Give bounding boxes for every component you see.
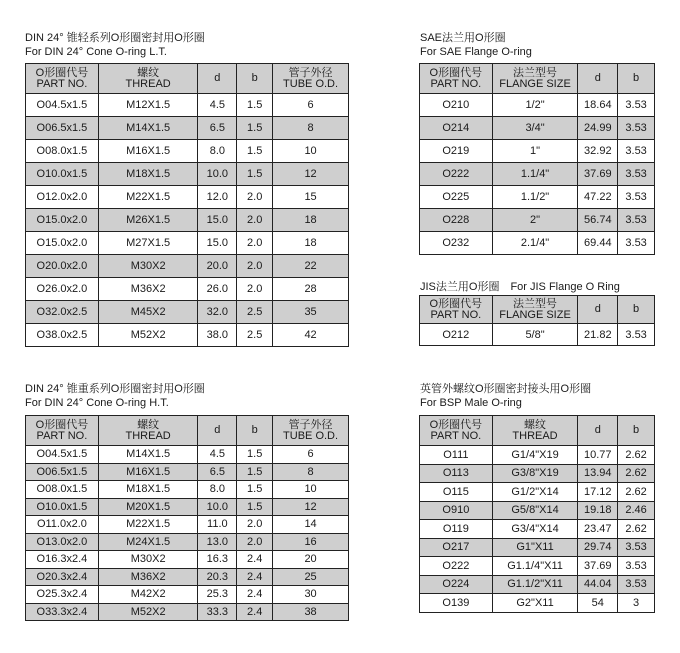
- table-cell: O139: [420, 594, 493, 613]
- table-cell: 1.5: [237, 446, 273, 464]
- table-cell: 11.0: [198, 516, 237, 534]
- table-cell: O38.0x2.5: [26, 324, 99, 347]
- table-cell: 15: [273, 186, 349, 209]
- table-row: [420, 94, 655, 117]
- table-row: [420, 117, 655, 140]
- bsp-table: [419, 415, 655, 613]
- table-cell: 3/4": [492, 117, 578, 140]
- table-row: [26, 603, 349, 621]
- table-cell: 2.62: [618, 483, 655, 502]
- table-row: [26, 117, 349, 140]
- table-cell: 2.4: [237, 603, 273, 621]
- table-cell: O113: [420, 464, 493, 483]
- table-cell: 2.46: [618, 501, 655, 520]
- table-cell: 10.0: [198, 163, 237, 186]
- table-cell: 38: [273, 603, 349, 621]
- table-cell: 1.5: [237, 163, 273, 186]
- table-cell: O15.0x2.0: [26, 209, 99, 232]
- table-cell: 3.53: [618, 575, 655, 594]
- table-cell: 3.53: [618, 163, 655, 186]
- jis-title: JIS法兰用O形圈 For JIS Flange O Ring: [420, 281, 620, 293]
- table-cell: O15.0x2.0: [26, 232, 99, 255]
- table-row: [26, 551, 349, 569]
- table-row: [26, 278, 349, 301]
- bsp-title-en: For BSP Male O-ring: [420, 397, 522, 409]
- table-row: [26, 94, 349, 117]
- table-row: [26, 232, 349, 255]
- table-cell: 47.22: [578, 186, 618, 209]
- header-thread: 螺纹 THREAD: [492, 416, 578, 446]
- table-cell: 12.0: [198, 186, 237, 209]
- header-thread: 螺纹 THREAD: [98, 416, 198, 446]
- table-cell: M27X1.5: [98, 232, 198, 255]
- header-part-no: O形圈代号 PART NO.: [26, 416, 99, 446]
- table-cell: 42: [273, 324, 349, 347]
- header-part-no: O形圈代号 PART NO.: [26, 64, 99, 94]
- table-cell: 33.3: [198, 603, 237, 621]
- table-cell: 17.12: [578, 483, 618, 502]
- table-cell: 32.92: [578, 140, 618, 163]
- jis-table: [419, 295, 655, 346]
- header-thread: 螺纹 THREAD: [98, 64, 198, 94]
- table-row: [26, 586, 349, 604]
- table-row: [420, 520, 655, 539]
- table-cell: O222: [420, 557, 493, 576]
- table-cell: M18X1.5: [98, 163, 198, 186]
- table-cell: O910: [420, 501, 493, 520]
- table-cell: G3/8"X19: [492, 464, 578, 483]
- header-d: d: [578, 296, 618, 324]
- table-cell: 26.0: [198, 278, 237, 301]
- header-b: b: [618, 416, 655, 446]
- table-cell: 6.5: [198, 463, 237, 481]
- table-cell: 6: [273, 446, 349, 464]
- table-cell: 6: [273, 94, 349, 117]
- din-lt-title-cn: DIN 24° 锥轻系列O形圈密封用O形圈: [25, 32, 205, 44]
- table-row: [420, 483, 655, 502]
- table-cell: 18.64: [578, 94, 618, 117]
- table-cell: M22X1.5: [98, 186, 198, 209]
- table-cell: M52X2: [98, 603, 198, 621]
- table-cell: O217: [420, 538, 493, 557]
- table-cell: 38.0: [198, 324, 237, 347]
- table-cell: 2.0: [237, 209, 273, 232]
- table-cell: O04.5x1.5: [26, 446, 99, 464]
- header-b: b: [237, 64, 273, 94]
- table-cell: 2.0: [237, 186, 273, 209]
- table-cell: M30X2: [98, 255, 198, 278]
- table-cell: 1.5: [237, 498, 273, 516]
- table-cell: O08.0x1.5: [26, 140, 99, 163]
- table-row: [26, 186, 349, 209]
- table-cell: 21.82: [578, 324, 618, 346]
- table-cell: 1.5: [237, 94, 273, 117]
- table-cell: M12X1.5: [98, 94, 198, 117]
- table-cell: 2.4: [237, 568, 273, 586]
- table-cell: O214: [420, 117, 493, 140]
- table-cell: 2.1/4": [492, 232, 578, 255]
- table-cell: 3.53: [618, 557, 655, 576]
- table-cell: 2.0: [237, 232, 273, 255]
- sae-title-en: For SAE Flange O-ring: [420, 46, 532, 58]
- din-lt-table: [25, 63, 349, 347]
- table-cell: 8: [273, 463, 349, 481]
- header-tube-od: 管子外径 TUBE O.D.: [273, 64, 349, 94]
- table-row: [420, 464, 655, 483]
- table-cell: 2.0: [237, 278, 273, 301]
- table-cell: M14X1.5: [98, 117, 198, 140]
- table-cell: O04.5x1.5: [26, 94, 99, 117]
- table-cell: 3.53: [618, 186, 655, 209]
- table-cell: 8.0: [198, 481, 237, 499]
- header-flange-size: 法兰型号 FLANGE SIZE: [492, 296, 578, 324]
- header-flange-size: 法兰型号 FLANGE SIZE: [492, 64, 578, 94]
- table-cell: G5/8"X14: [492, 501, 578, 520]
- table-cell: 2.5: [237, 301, 273, 324]
- table-cell: O08.0x1.5: [26, 481, 99, 499]
- table-cell: 44.04: [578, 575, 618, 594]
- table-cell: 10.0: [198, 498, 237, 516]
- table-cell: 2.62: [618, 446, 655, 465]
- table-cell: 18: [273, 232, 349, 255]
- table-row: [26, 481, 349, 499]
- table-cell: 10.77: [578, 446, 618, 465]
- header-d: d: [198, 64, 237, 94]
- table-cell: 6.5: [198, 117, 237, 140]
- table-cell: 1.5: [237, 463, 273, 481]
- table-cell: M16X1.5: [98, 463, 198, 481]
- table-cell: 2.4: [237, 586, 273, 604]
- table-cell: M42X2: [98, 586, 198, 604]
- table-row: [26, 324, 349, 347]
- table-cell: 1/2": [492, 94, 578, 117]
- table-cell: 3.53: [618, 538, 655, 557]
- table-cell: 1.1/2": [492, 186, 578, 209]
- table-cell: 4.5: [198, 446, 237, 464]
- table-cell: 16.3: [198, 551, 237, 569]
- table-cell: 13.94: [578, 464, 618, 483]
- table-row: [26, 533, 349, 551]
- table-cell: G1/4"X19: [492, 446, 578, 465]
- table-cell: 20.0: [198, 255, 237, 278]
- table-cell: O25.3x2.4: [26, 586, 99, 604]
- table-cell: 3.53: [618, 94, 655, 117]
- table-cell: M16X1.5: [98, 140, 198, 163]
- table-cell: O115: [420, 483, 493, 502]
- table-row: [420, 446, 655, 465]
- table-cell: G2"X11: [492, 594, 578, 613]
- table-cell: 23.47: [578, 520, 618, 539]
- table-cell: G1"X11: [492, 538, 578, 557]
- table-cell: O20.0x2.0: [26, 255, 99, 278]
- table-cell: 10: [273, 481, 349, 499]
- table-cell: 24.99: [578, 117, 618, 140]
- table-cell: G3/4"X14: [492, 520, 578, 539]
- table-cell: 28: [273, 278, 349, 301]
- table-cell: M24X1.5: [98, 533, 198, 551]
- table-cell: G1.1/2"X11: [492, 575, 578, 594]
- table-row: [420, 163, 655, 186]
- table-cell: 2.4: [237, 551, 273, 569]
- table-cell: 69.44: [578, 232, 618, 255]
- table-cell: O32.0x2.5: [26, 301, 99, 324]
- table-cell: 2.0: [237, 516, 273, 534]
- table-cell: 12: [273, 163, 349, 186]
- bsp-title-cn: 英管外螺纹O形圈密封接头用O形圈: [420, 383, 592, 395]
- table-cell: O212: [420, 324, 493, 346]
- table-row: [26, 568, 349, 586]
- table-row: [26, 255, 349, 278]
- table-cell: M36X2: [98, 568, 198, 586]
- header-d: d: [578, 416, 618, 446]
- table-cell: 20: [273, 551, 349, 569]
- header-tube-od: 管子外径 TUBE O.D.: [273, 416, 349, 446]
- table-row: [26, 163, 349, 186]
- table-cell: M14X1.5: [98, 446, 198, 464]
- table-cell: O219: [420, 140, 493, 163]
- din-ht-title-en: For DIN 24° Cone O-ring H.T.: [25, 397, 169, 409]
- header-b: b: [237, 416, 273, 446]
- table-row: [26, 140, 349, 163]
- table-cell: O11.0x2.0: [26, 516, 99, 534]
- table-cell: 1.1/4": [492, 163, 578, 186]
- table-row: [26, 301, 349, 324]
- table-cell: 3.53: [618, 324, 655, 346]
- table-cell: 13.0: [198, 533, 237, 551]
- header-part-no: O形圈代号 PART NO.: [420, 296, 493, 324]
- table-cell: 29.74: [578, 538, 618, 557]
- table-cell: 8: [273, 117, 349, 140]
- sae-table: [419, 63, 655, 255]
- table-cell: O10.0x1.5: [26, 163, 99, 186]
- table-cell: O225: [420, 186, 493, 209]
- table-cell: 1.5: [237, 140, 273, 163]
- table-row: [420, 209, 655, 232]
- header-b: b: [618, 296, 655, 324]
- table-row: [26, 446, 349, 464]
- table-cell: 18: [273, 209, 349, 232]
- table-cell: 30: [273, 586, 349, 604]
- table-cell: 15.0: [198, 232, 237, 255]
- table-cell: O13.0x2.0: [26, 533, 99, 551]
- din-lt-title-en: For DIN 24° Cone O-ring L.T.: [25, 46, 167, 58]
- table-cell: 5/8": [492, 324, 578, 346]
- table-cell: 8.0: [198, 140, 237, 163]
- table-cell: O20.3x2.4: [26, 568, 99, 586]
- table-row: [420, 186, 655, 209]
- table-cell: 22: [273, 255, 349, 278]
- table-cell: 25.3: [198, 586, 237, 604]
- table-row: [420, 501, 655, 520]
- table-cell: 2.0: [237, 533, 273, 551]
- table-row: [420, 232, 655, 255]
- table-row: [420, 538, 655, 557]
- table-cell: O111: [420, 446, 493, 465]
- table-row: [26, 516, 349, 534]
- table-cell: O06.5x1.5: [26, 117, 99, 140]
- table-cell: 25: [273, 568, 349, 586]
- table-cell: M30X2: [98, 551, 198, 569]
- table-cell: 10: [273, 140, 349, 163]
- table-cell: M20X1.5: [98, 498, 198, 516]
- table-cell: 19.18: [578, 501, 618, 520]
- table-cell: 1": [492, 140, 578, 163]
- table-cell: 4.5: [198, 94, 237, 117]
- table-row: [26, 209, 349, 232]
- table-cell: 54: [578, 594, 618, 613]
- table-row: [420, 594, 655, 613]
- table-cell: M52X2: [98, 324, 198, 347]
- table-cell: 3.53: [618, 117, 655, 140]
- header-part-no: O形圈代号 PART NO.: [420, 416, 493, 446]
- table-cell: M26X1.5: [98, 209, 198, 232]
- table-cell: 1.5: [237, 117, 273, 140]
- table-cell: O210: [420, 94, 493, 117]
- table-row: [26, 463, 349, 481]
- table-cell: 3.53: [618, 232, 655, 255]
- table-cell: 37.69: [578, 557, 618, 576]
- table-cell: 32.0: [198, 301, 237, 324]
- table-cell: 2": [492, 209, 578, 232]
- table-cell: 12: [273, 498, 349, 516]
- table-cell: O33.3x2.4: [26, 603, 99, 621]
- table-cell: 35: [273, 301, 349, 324]
- din-ht-title-cn: DIN 24° 锥重系列O形圈密封用O形圈: [25, 383, 205, 395]
- table-row: [420, 557, 655, 576]
- sae-title-cn: SAE法兰用O形圈: [420, 32, 506, 44]
- table-row: [420, 140, 655, 163]
- table-cell: 3.53: [618, 209, 655, 232]
- table-cell: O10.0x1.5: [26, 498, 99, 516]
- table-cell: M18X1.5: [98, 481, 198, 499]
- din-ht-table: [25, 415, 349, 621]
- table-cell: O26.0x2.0: [26, 278, 99, 301]
- table-cell: 1.5: [237, 481, 273, 499]
- table-row: [420, 575, 655, 594]
- table-cell: O222: [420, 163, 493, 186]
- table-cell: 2.62: [618, 464, 655, 483]
- table-cell: 14: [273, 516, 349, 534]
- header-part-no: O形圈代号 PART NO.: [420, 64, 493, 94]
- table-cell: 2.62: [618, 520, 655, 539]
- header-d: d: [578, 64, 618, 94]
- table-cell: G1/2"X14: [492, 483, 578, 502]
- table-cell: O16.3x2.4: [26, 551, 99, 569]
- table-cell: O224: [420, 575, 493, 594]
- table-cell: 2.0: [237, 255, 273, 278]
- table-cell: M36X2: [98, 278, 198, 301]
- table-cell: O232: [420, 232, 493, 255]
- table-cell: 15.0: [198, 209, 237, 232]
- table-cell: 37.69: [578, 163, 618, 186]
- table-row: [420, 324, 655, 346]
- table-cell: O119: [420, 520, 493, 539]
- table-row: [26, 498, 349, 516]
- table-cell: 3: [618, 594, 655, 613]
- table-cell: O12.0x2.0: [26, 186, 99, 209]
- table-cell: 2.5: [237, 324, 273, 347]
- table-cell: M45X2: [98, 301, 198, 324]
- header-d: d: [198, 416, 237, 446]
- table-cell: M22X1.5: [98, 516, 198, 534]
- table-cell: O228: [420, 209, 493, 232]
- header-b: b: [618, 64, 655, 94]
- table-cell: O06.5x1.5: [26, 463, 99, 481]
- table-cell: G1.1/4"X11: [492, 557, 578, 576]
- table-cell: 3.53: [618, 140, 655, 163]
- table-cell: 20.3: [198, 568, 237, 586]
- table-cell: 56.74: [578, 209, 618, 232]
- table-cell: 16: [273, 533, 349, 551]
